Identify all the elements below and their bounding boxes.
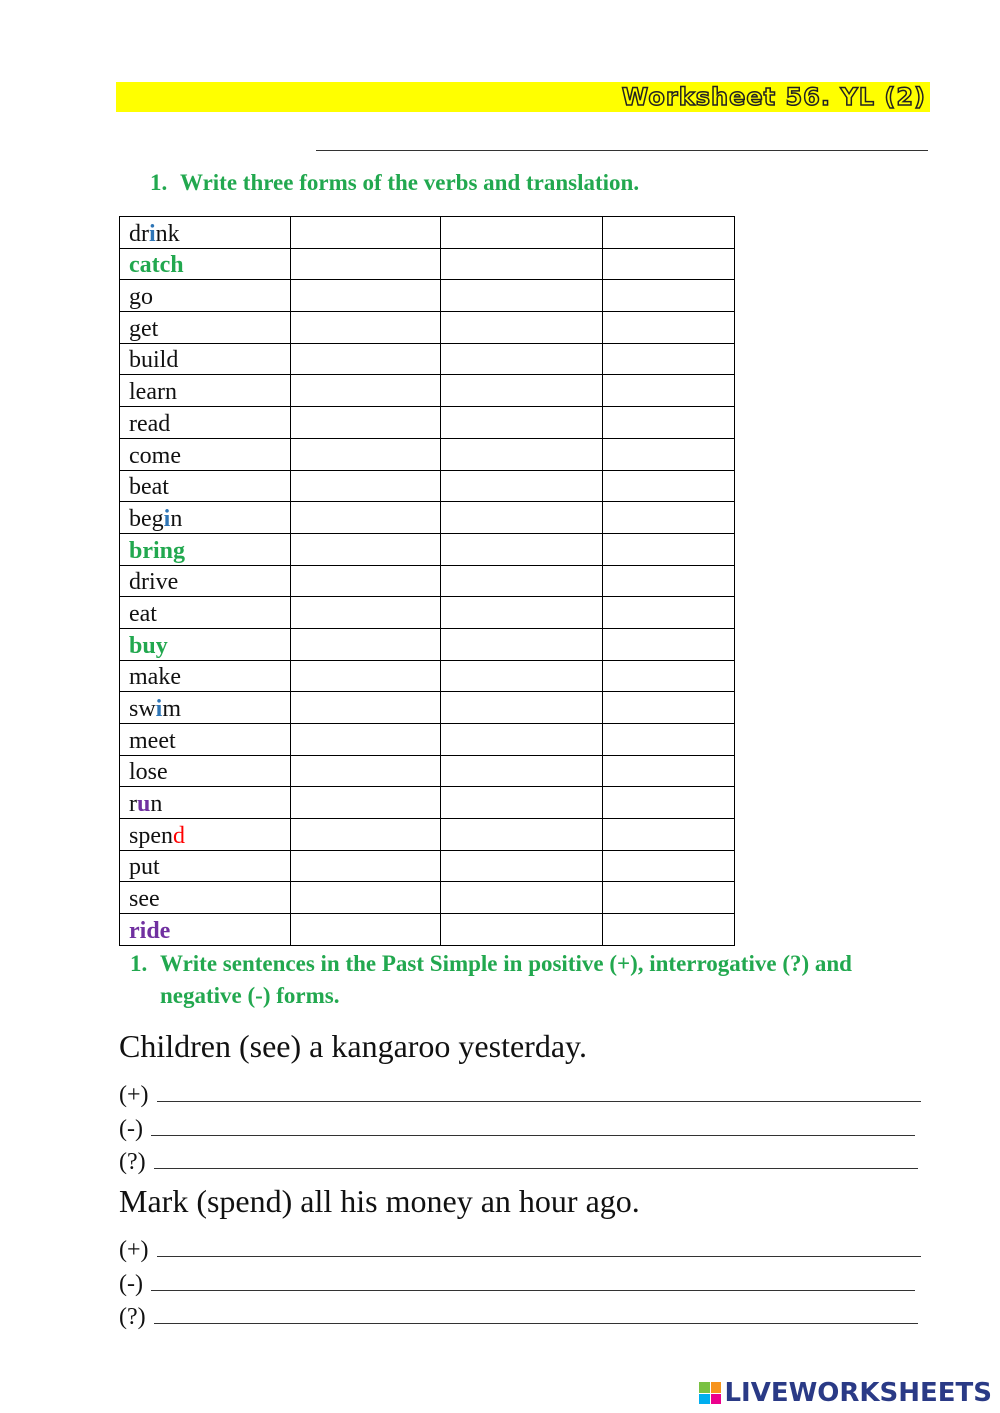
translation-cell[interactable]: [603, 755, 735, 787]
logo-square: [711, 1394, 722, 1405]
past-simple-cell[interactable]: [291, 565, 441, 597]
verb-text: dr: [129, 220, 149, 247]
verb-row: [120, 280, 735, 312]
verb-row: [120, 533, 735, 565]
verb-row: [120, 407, 735, 439]
logo-icon: [699, 1382, 721, 1404]
answer-label: (+): [119, 1237, 149, 1263]
answer-line[interactable]: [157, 1238, 921, 1257]
translation-cell[interactable]: [603, 914, 735, 946]
past-participle-cell[interactable]: [441, 280, 603, 312]
verb-row: [120, 597, 735, 629]
verb-base-form: [120, 502, 291, 534]
task2-number: 1.: [130, 951, 148, 976]
verb-text: buy: [129, 632, 168, 659]
verb-forms-table: [119, 216, 735, 946]
past-simple-cell[interactable]: [291, 438, 441, 470]
translation-cell[interactable]: [603, 692, 735, 724]
past-participle-cell[interactable]: [441, 565, 603, 597]
verb-text: catch: [129, 252, 184, 279]
highlighted-letter: i: [163, 505, 171, 532]
verb-base-form: [120, 787, 291, 819]
logo-text: LIVEWORKSHEETS: [724, 1378, 992, 1408]
past-simple-cell[interactable]: [291, 660, 441, 692]
past-simple-cell[interactable]: [291, 248, 441, 280]
verb-base-form: [120, 628, 291, 660]
translation-cell[interactable]: [603, 660, 735, 692]
verb-text: n: [150, 791, 163, 818]
title-banner: [116, 82, 930, 112]
verb-text: beat: [129, 474, 169, 501]
past-simple-cell[interactable]: [291, 533, 441, 565]
verb-base-form: [120, 660, 291, 692]
verb-base-form: [120, 438, 291, 470]
verb-base-form: [120, 755, 291, 787]
verb-base-form: [120, 407, 291, 439]
translation-cell[interactable]: [603, 850, 735, 882]
answer-label: (?): [119, 1304, 146, 1330]
answer-row: [119, 1116, 915, 1143]
past-simple-cell[interactable]: [291, 312, 441, 344]
translation-cell[interactable]: [603, 597, 735, 629]
verb-base-form: [120, 248, 291, 280]
translation-cell[interactable]: [603, 375, 735, 407]
verb-text: learn: [129, 379, 177, 406]
past-participle-cell[interactable]: [441, 882, 603, 914]
answer-row: [119, 1237, 921, 1264]
past-participle-cell[interactable]: [441, 660, 603, 692]
verb-text: sw: [129, 696, 156, 722]
verb-text: get: [129, 315, 159, 342]
verb-text: come: [129, 442, 181, 469]
past-participle-cell[interactable]: [441, 597, 603, 629]
verb-text: r: [129, 791, 137, 818]
past-participle-cell[interactable]: [441, 787, 603, 819]
verb-text: lose: [129, 759, 168, 786]
verb-base-form: [120, 819, 291, 851]
logo-square: [711, 1382, 722, 1393]
past-simple-cell[interactable]: [291, 407, 441, 439]
past-simple-cell[interactable]: [291, 724, 441, 756]
verb-row: [120, 724, 735, 756]
past-participle-cell[interactable]: [441, 692, 603, 724]
verb-text: nk: [155, 220, 180, 247]
past-participle-cell[interactable]: [441, 914, 603, 946]
verb-text: bring: [129, 537, 186, 564]
verb-text: meet: [129, 727, 176, 754]
past-participle-cell[interactable]: [441, 438, 603, 470]
answer-row: [119, 1304, 918, 1331]
answer-row: [119, 1082, 921, 1109]
verb-text: see: [129, 886, 160, 913]
verb-text: ride: [129, 917, 171, 944]
verb-row: [120, 248, 735, 280]
name-answer-line[interactable]: [316, 150, 928, 151]
sentence-2: Mark (spend) all his money an hour ago.: [119, 1183, 640, 1219]
verb-base-form: [120, 692, 291, 724]
verb-text: read: [129, 410, 171, 437]
past-simple-cell[interactable]: [291, 882, 441, 914]
past-simple-cell[interactable]: [291, 628, 441, 660]
answer-label: (-): [119, 1116, 143, 1142]
translation-cell[interactable]: [603, 882, 735, 914]
verb-text: eat: [129, 600, 157, 627]
verb-base-form: [120, 280, 291, 312]
past-simple-cell[interactable]: [291, 819, 441, 851]
translation-cell[interactable]: [603, 312, 735, 344]
past-simple-cell[interactable]: [291, 692, 441, 724]
past-participle-cell[interactable]: [441, 755, 603, 787]
verb-base-form: [120, 217, 291, 249]
verb-text: beg: [129, 505, 164, 532]
verb-row: [120, 565, 735, 597]
task1-text: Write three forms of the verbs and translation.: [180, 170, 640, 195]
logo-square: [699, 1394, 710, 1405]
verb-base-form: [120, 533, 291, 565]
verb-base-form: [120, 914, 291, 946]
verb-text: n: [170, 505, 183, 532]
past-participle-cell[interactable]: [441, 470, 603, 502]
answer-line[interactable]: [154, 1150, 918, 1169]
verb-text: put: [129, 854, 160, 881]
highlighted-letter: i: [155, 696, 163, 722]
verb-base-form: [120, 724, 291, 756]
past-participle-cell[interactable]: [441, 407, 603, 439]
translation-cell[interactable]: [603, 407, 735, 439]
translation-cell[interactable]: [603, 438, 735, 470]
verb-row: [120, 312, 735, 344]
highlighted-letter: d: [173, 822, 185, 849]
past-participle-cell[interactable]: [441, 850, 603, 882]
verb-row: [120, 787, 735, 819]
past-participle-cell[interactable]: [441, 724, 603, 756]
past-participle-cell[interactable]: [441, 502, 603, 534]
verb-base-form: [120, 312, 291, 344]
past-simple-cell[interactable]: [291, 375, 441, 407]
verb-text: make: [129, 664, 181, 691]
past-participle-cell[interactable]: [441, 343, 603, 375]
past-simple-cell[interactable]: [291, 280, 441, 312]
verb-row: [120, 882, 735, 914]
verb-text: build: [129, 347, 179, 374]
verb-row: [120, 819, 735, 851]
highlighted-letter: u: [137, 791, 151, 818]
past-participle-cell[interactable]: [441, 628, 603, 660]
past-simple-cell[interactable]: [291, 597, 441, 629]
task2-heading: [130, 948, 930, 1012]
verb-row: [120, 470, 735, 502]
verb-base-form: [120, 597, 291, 629]
translation-cell[interactable]: [603, 343, 735, 375]
verb-row: [120, 914, 735, 946]
verb-row: [120, 692, 735, 724]
past-simple-cell[interactable]: [291, 343, 441, 375]
verb-row: [120, 850, 735, 882]
past-simple-cell[interactable]: [291, 217, 441, 249]
translation-cell[interactable]: [603, 502, 735, 534]
past-participle-cell[interactable]: [441, 312, 603, 344]
translation-cell[interactable]: [603, 533, 735, 565]
verb-row: [120, 628, 735, 660]
answer-label: (+): [119, 1082, 149, 1108]
verb-base-form: [120, 375, 291, 407]
verb-base-form: [120, 882, 291, 914]
verb-text: go: [129, 284, 153, 311]
past-simple-cell[interactable]: [291, 502, 441, 534]
task1-number: 1.: [150, 170, 168, 195]
worksheet-title: Worksheet 56. YL (2): [621, 83, 926, 111]
translation-cell[interactable]: [603, 787, 735, 819]
past-participle-cell[interactable]: [441, 533, 603, 565]
past-participle-cell[interactable]: [441, 375, 603, 407]
verb-base-form: [120, 470, 291, 502]
translation-cell[interactable]: [603, 217, 735, 249]
verb-base-form: [120, 343, 291, 375]
verb-base-form: [120, 850, 291, 882]
past-participle-cell[interactable]: [441, 819, 603, 851]
verb-row: [120, 375, 735, 407]
answer-row: [119, 1271, 915, 1298]
task1-heading: [150, 170, 639, 196]
verb-text: m: [162, 696, 182, 722]
past-simple-cell[interactable]: [291, 755, 441, 787]
past-participle-cell[interactable]: [441, 217, 603, 249]
verb-row: [120, 755, 735, 787]
verb-text: spen: [129, 822, 173, 849]
answer-label: (?): [119, 1149, 146, 1175]
past-simple-cell[interactable]: [291, 787, 441, 819]
translation-cell[interactable]: [603, 819, 735, 851]
answer-line[interactable]: [151, 1117, 915, 1136]
verb-row: [120, 502, 735, 534]
past-simple-cell[interactable]: [291, 914, 441, 946]
translation-cell[interactable]: [603, 724, 735, 756]
answer-line[interactable]: [154, 1305, 918, 1324]
logo-square: [699, 1382, 710, 1393]
verb-row: [120, 343, 735, 375]
translation-cell[interactable]: [603, 280, 735, 312]
past-simple-cell[interactable]: [291, 470, 441, 502]
verb-base-form: [120, 565, 291, 597]
sentence-1: Children (see) a kangaroo yesterday.: [119, 1028, 587, 1064]
answer-row: [119, 1149, 918, 1176]
translation-cell[interactable]: [603, 248, 735, 280]
translation-cell[interactable]: [603, 628, 735, 660]
verb-row: [120, 660, 735, 692]
verb-row: [120, 217, 735, 249]
translation-cell[interactable]: [603, 565, 735, 597]
highlighted-letter: i: [149, 220, 156, 247]
verb-row: [120, 438, 735, 470]
past-simple-cell[interactable]: [291, 850, 441, 882]
answer-line[interactable]: [151, 1272, 915, 1291]
answer-label: (-): [119, 1271, 143, 1297]
past-participle-cell[interactable]: [441, 248, 603, 280]
task2-text: Write sentences in the Past Simple in positive (+), interrogative (?) and negative (-) forms.: [160, 951, 852, 1008]
verb-text: drive: [129, 569, 179, 596]
translation-cell[interactable]: [603, 470, 735, 502]
liveworksheets-logo: [699, 1376, 992, 1410]
answer-line[interactable]: [157, 1083, 921, 1102]
